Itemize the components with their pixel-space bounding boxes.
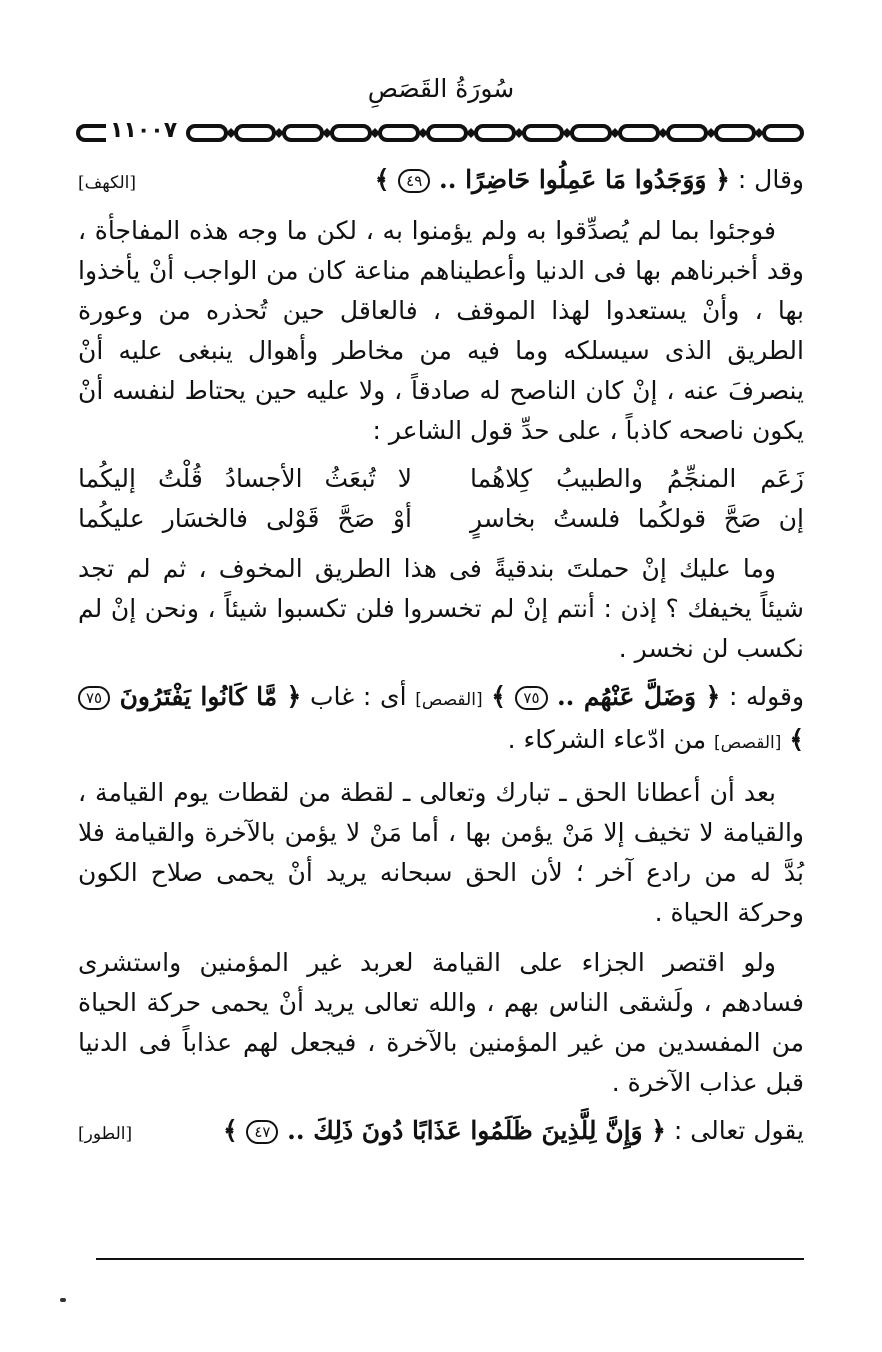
poem-line-2 [78,499,804,539]
page-number: ١١٠٠٧ [106,118,181,143]
paragraph-1: فوجئوا بما لم يُصدِّقوا به ولم يؤمنوا به ، لكن ما وجه هذه المفاجأة ، وقد أخبرناهم بها فى الدنيا وأعطيناهم مناعة كان من الواجب أنْ يأخذوا بها ، وأنْ يستعدوا لهذا الموقف ، فالعاقل حين تُحذره من وعورة الطريق الذى سيسلكه وما فيه من مخاطر وأهوال ينبغى عليه أنْ ينصرفَ عنه ، إنْ كان الناصح له صادقاً ، ولا عليه حين يحتاط لنفسه أنْ يكون ناصحه كاذباً ، على حدِّ قول الشاعر : [78,216,804,445]
footer-rule [96,1258,804,1260]
ayah-number-a: ٧٥ [515,686,547,710]
verse-line-kahf [78,160,804,203]
surah-reference-a: [القصص] [415,690,483,710]
decorative-border-band [76,122,806,144]
verse-explanation: أى : غاب [301,682,416,711]
poem-hemistich-right: زَعَم المنجِّمُ والطبيبُ كِلاهُما [470,464,804,493]
quran-quote-close-b: ﴾ [789,725,804,754]
paragraph-3: بعد أن أعطانا الحق ـ تبارك وتعالى ـ لقطة من لقطات يوم القيامة ، والقيامة لا تخيف إلا مَنْ يؤمن بها ، أما مَنْ لا يؤمن بالآخرة والقيامة فلا بُدَّ له من رادع آخر ؛ لأن الحق سبحانه يريد أنْ يحمى صلاح الكون وحركة الحياة . [78,778,804,927]
quran-quote-close: ﴾ [374,165,399,194]
paragraph-4: ولو اقتصر الجزاء على القيامة لعربد غير المؤمنين واستشرى فسادهم ، ولَشقى الناس بهم ، والله تعالى يريد أنْ يحمى حركة الحياة من المفسدين من غير المؤمنين بالآخرة ، فيجعل لهم عذاباً فى الدنيا قبل عذاب الآخرة . [78,948,804,1097]
surah-reference: [الكهف] [78,173,136,193]
quran-quote: ﴿ وَوَجَدُوا مَا عَمِلُوا حَاضِرًا .. [430,165,730,194]
poem-hemistich-left: لا تُبعَثُ الأجسادُ قُلْتُ إليكُما [78,464,412,493]
quran-quote-close-a: ﴾ [491,682,516,711]
paragraph-2: وما عليك إنْ حملتَ بندقيةً فى هذا الطريق المخوف ، ثم لم تجد شيئاً يخيفك ؟ إذن : أنتم إنْ لم تخسروا فلن تكسبوا شيئاً ، ونحن إنْ لم نكسب لن نخسر . [78,554,804,663]
poem-block [78,459,804,539]
scan-speck [60,1298,66,1302]
verse-intro: وقوله : [728,682,805,711]
quran-quote-b: ﴿ مَّا كَانُوا يَفْتَرُونَ [110,682,302,711]
verse-intro: يقول تعالى : [673,1116,804,1145]
verse-line-tur [78,1111,804,1154]
ayah-number: ٤٩ [398,169,430,193]
quran-quote-a: ﴿ وَضَلَّ عَنْهُم .. [547,682,721,711]
page-body [78,160,804,1162]
verse-line-qasas [78,677,804,763]
poem-hemistich-right: إن صَحَّ قولكُما فلستُ بخاسرٍ [470,504,804,533]
ayah-number-b: ٧٥ [78,686,110,710]
surah-reference: [الطور] [78,1124,133,1144]
quran-quote-close: ﴾ [222,1116,247,1145]
verse-line-main [375,160,804,200]
verse-tail: من ادّعاء الشركاء . [507,725,715,754]
quran-quote: ﴿ وَإِنَّ لِلَّذِينَ ظَلَمُوا عَذَابًا دُونَ ذَلِكَ .. [278,1116,666,1145]
surah-header-title: سُورَةُ القَصَصِ [367,74,515,103]
verse-intro: وقال : [737,165,804,194]
poem-line-1 [78,459,804,499]
ayah-number: ٤٧ [246,1120,278,1144]
poem-hemistich-left: أوْ صَحَّ قَوْلى فالخسَار عليكُما [78,504,412,533]
surah-reference-b: [القصص] [714,733,782,753]
verse-line-main [223,1111,804,1151]
